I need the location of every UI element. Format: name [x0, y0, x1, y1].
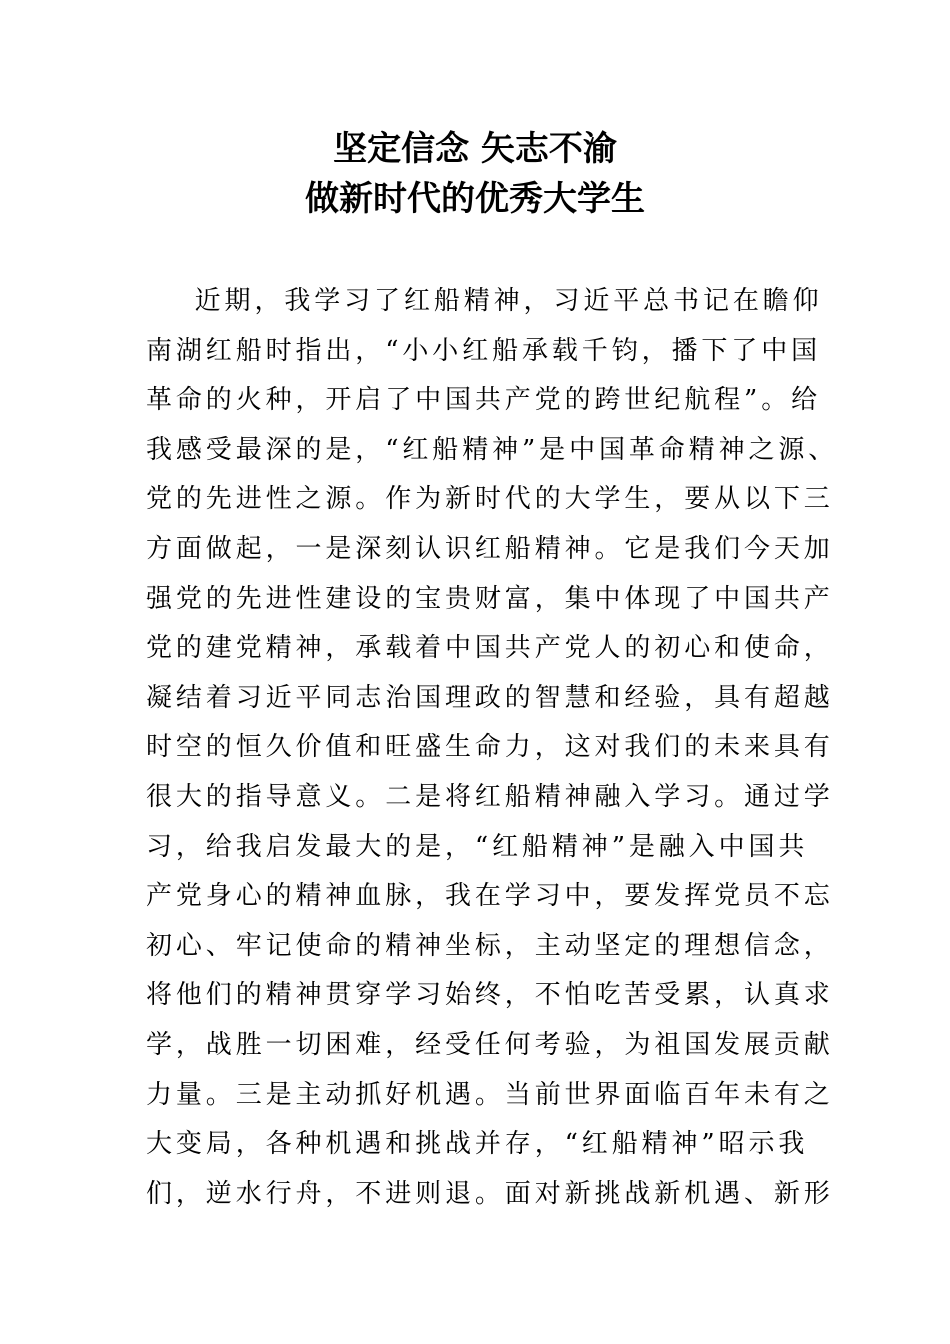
body-line: 产党身心的精神血脉，我在学习中，要发挥党员不忘 — [146, 881, 834, 912]
body-line: 时空的恒久价值和旺盛生命力，这对我们的未来具有 — [146, 732, 834, 763]
body-line: 们，逆水行舟，不进则退。面对新挑战新机遇、新形 — [146, 1178, 834, 1209]
body-line: 党的先进性之源。作为新时代的大学生，要从以下三 — [146, 484, 834, 515]
body-line: 我感受最深的是，“红船精神”是中国革命精神之源、 — [146, 434, 839, 465]
body-line: 方面做起，一是深刻认识红船精神。它是我们今天加 — [146, 533, 834, 564]
body-line: 习，给我启发最大的是，“红船精神”是融入中国共 — [146, 831, 809, 862]
body-line: 很大的指导意义。二是将红船精神融入学习。通过学 — [146, 781, 834, 812]
document-body — [146, 277, 839, 1219]
body-line: 南湖红船时指出，“小小红船承载千钧，播下了中国 — [146, 335, 821, 366]
body-line: 将他们的精神贯穿学习始终，不怕吃苦受累，认真求 — [146, 980, 834, 1011]
title-line-2: 做新时代的优秀大学生 — [305, 179, 645, 219]
body-line: 党的建党精神，承载着中国共产党人的初心和使命， — [146, 633, 834, 664]
body-line: 学，战胜一切困难，经受任何考验，为祖国发展贡献 — [146, 1029, 834, 1060]
document-title — [0, 124, 950, 224]
body-line: 初心、牢记使命的精神坐标，主动坚定的理想信念， — [146, 930, 834, 961]
body-line: 近期，我学习了红船精神，习近平总书记在瞻仰 — [146, 286, 823, 316]
body-line: 强党的先进性建设的宝贵财富，集中体现了中国共产 — [146, 583, 834, 614]
body-line: 大变局，各种机遇和挑战并存，“红船精神”昭示我 — [146, 1129, 809, 1160]
title-line-1: 坚定信念 矢志不渝 — [333, 129, 617, 169]
body-line: 革命的火种，开启了中国共产党的跨世纪航程”。给 — [146, 385, 821, 416]
body-line: 力量。三是主动抓好机遇。当前世界面临百年未有之 — [146, 1079, 834, 1110]
body-line: 凝结着习近平同志治国理政的智慧和经验，具有超越 — [146, 682, 834, 713]
